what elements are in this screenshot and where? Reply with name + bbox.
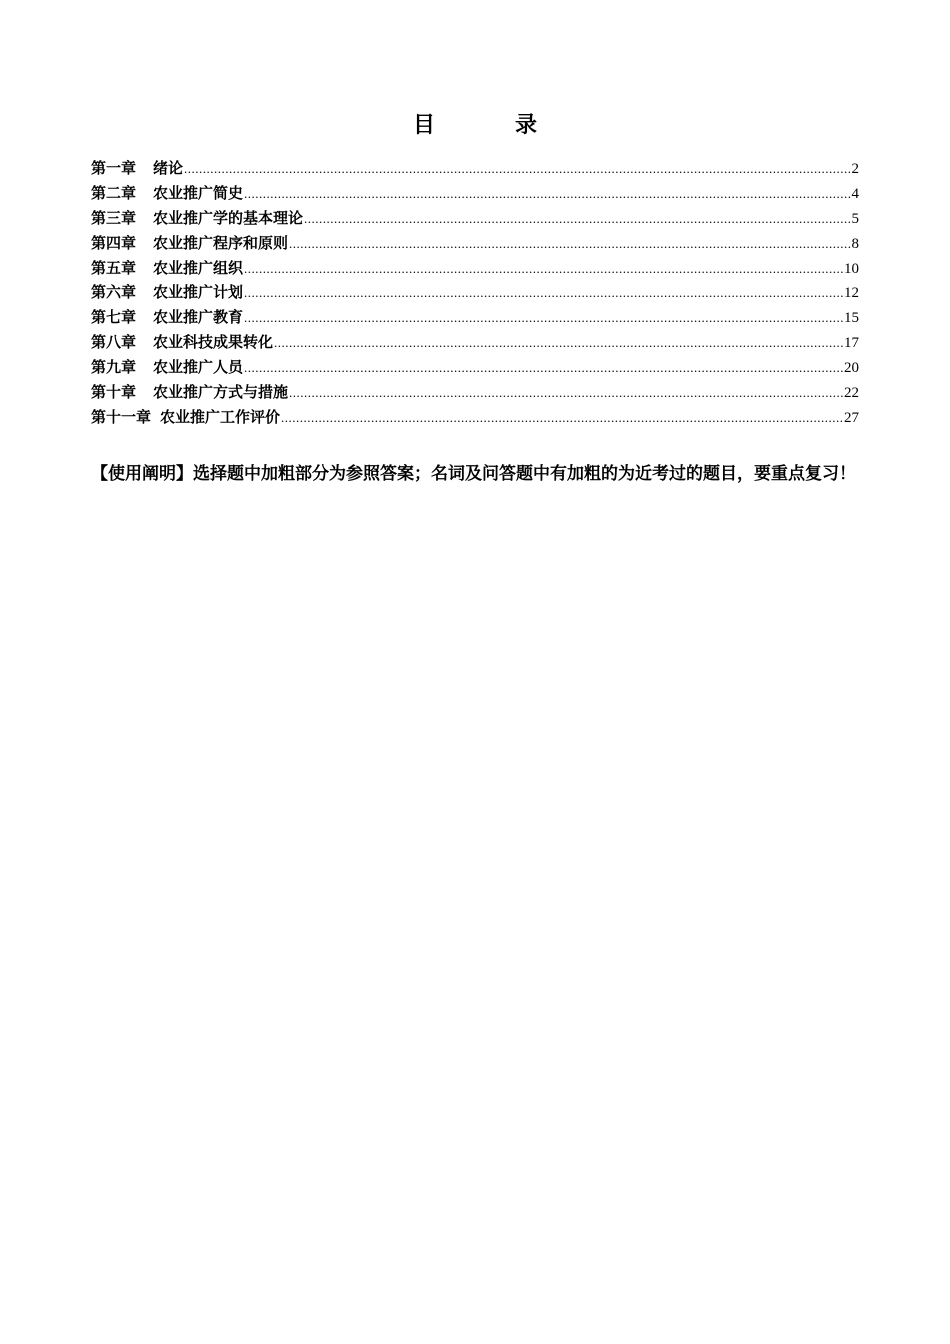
- toc-entry[interactable]: [91, 231, 859, 256]
- toc-chapter-number: 第七章: [91, 308, 137, 327]
- toc-entry[interactable]: [91, 330, 859, 355]
- toc-chapter-number: 第九章: [91, 358, 137, 377]
- toc-chapter-title: 农业推广人员: [153, 358, 244, 377]
- toc-entry[interactable]: [91, 355, 859, 380]
- toc-entry[interactable]: [91, 380, 859, 405]
- toc-chapter-title: 农业推广简史: [153, 183, 244, 202]
- toc-title-char-2: 录: [515, 113, 538, 138]
- toc-page-number: 5: [851, 210, 859, 227]
- toc-chapter-number: 第八章: [91, 333, 137, 352]
- toc-page-number: 8: [851, 235, 859, 252]
- toc-entry[interactable]: [91, 280, 859, 305]
- toc-page-number: 15: [844, 310, 859, 327]
- toc-entry[interactable]: [91, 405, 859, 430]
- toc-dot-leader: [274, 331, 843, 356]
- toc-page-number: 27: [844, 409, 859, 426]
- toc-chapter-title: 农业科技成果转化: [153, 333, 274, 352]
- toc-dot-leader: [289, 232, 850, 257]
- toc-dot-leader: [244, 281, 843, 306]
- toc-title-char-1: 目: [412, 113, 435, 138]
- toc-entry[interactable]: [91, 206, 859, 231]
- toc-chapter-title: 农业推广教育: [153, 308, 244, 327]
- toc-page-number: 22: [844, 385, 859, 402]
- toc-chapter-number: 第二章: [91, 183, 137, 202]
- toc-page-number: 17: [844, 335, 859, 352]
- toc-page-number: 20: [844, 360, 859, 377]
- toc-entry[interactable]: [91, 305, 859, 330]
- toc-chapter-title: 农业推广学的基本理论: [153, 208, 304, 227]
- toc-dot-leader: [244, 306, 843, 331]
- toc-chapter-title: 农业推广程序和原则: [153, 233, 289, 252]
- toc-chapter-number: 第一章: [91, 159, 137, 177]
- toc-list: [91, 156, 859, 430]
- toc-dot-leader: [184, 157, 850, 182]
- toc-chapter-number: 第四章: [91, 233, 137, 252]
- toc-dot-leader: [304, 207, 850, 232]
- toc-page-number: 2: [851, 161, 859, 177]
- toc-chapter-title: 农业推广计划: [153, 283, 244, 302]
- toc-page-number: 10: [844, 260, 859, 277]
- toc-page-number: 12: [844, 285, 859, 302]
- toc-dot-leader: [244, 257, 843, 282]
- toc-entry[interactable]: [91, 256, 859, 281]
- toc-entry[interactable]: [91, 181, 859, 206]
- toc-dot-leader: [244, 356, 843, 381]
- toc-dot-leader: [281, 406, 843, 431]
- toc-page-number: 4: [851, 185, 859, 202]
- toc-chapter-title: 农业推广方式与措施: [153, 383, 289, 402]
- toc-chapter-number: 第五章: [91, 258, 137, 277]
- toc-entry[interactable]: [91, 156, 859, 181]
- toc-chapter-title: 绪论: [153, 159, 184, 177]
- toc-chapter-title: 农业推广工作评价: [160, 407, 281, 426]
- toc-title: [0, 110, 950, 142]
- toc-chapter-number: 第六章: [91, 283, 137, 302]
- toc-chapter-number: 第十章: [91, 383, 137, 402]
- toc-dot-leader: [289, 381, 843, 406]
- toc-chapter-number: 第三章: [91, 208, 137, 227]
- usage-note: 【使用阐明】选择题中加粗部分为参照答案；名词及问答题中有加粗的为近考过的题目，要重点复习！: [91, 464, 856, 484]
- toc-dot-leader: [244, 182, 850, 207]
- toc-chapter-number: 第十一章: [91, 407, 152, 426]
- toc-chapter-title: 农业推广组织: [153, 258, 244, 277]
